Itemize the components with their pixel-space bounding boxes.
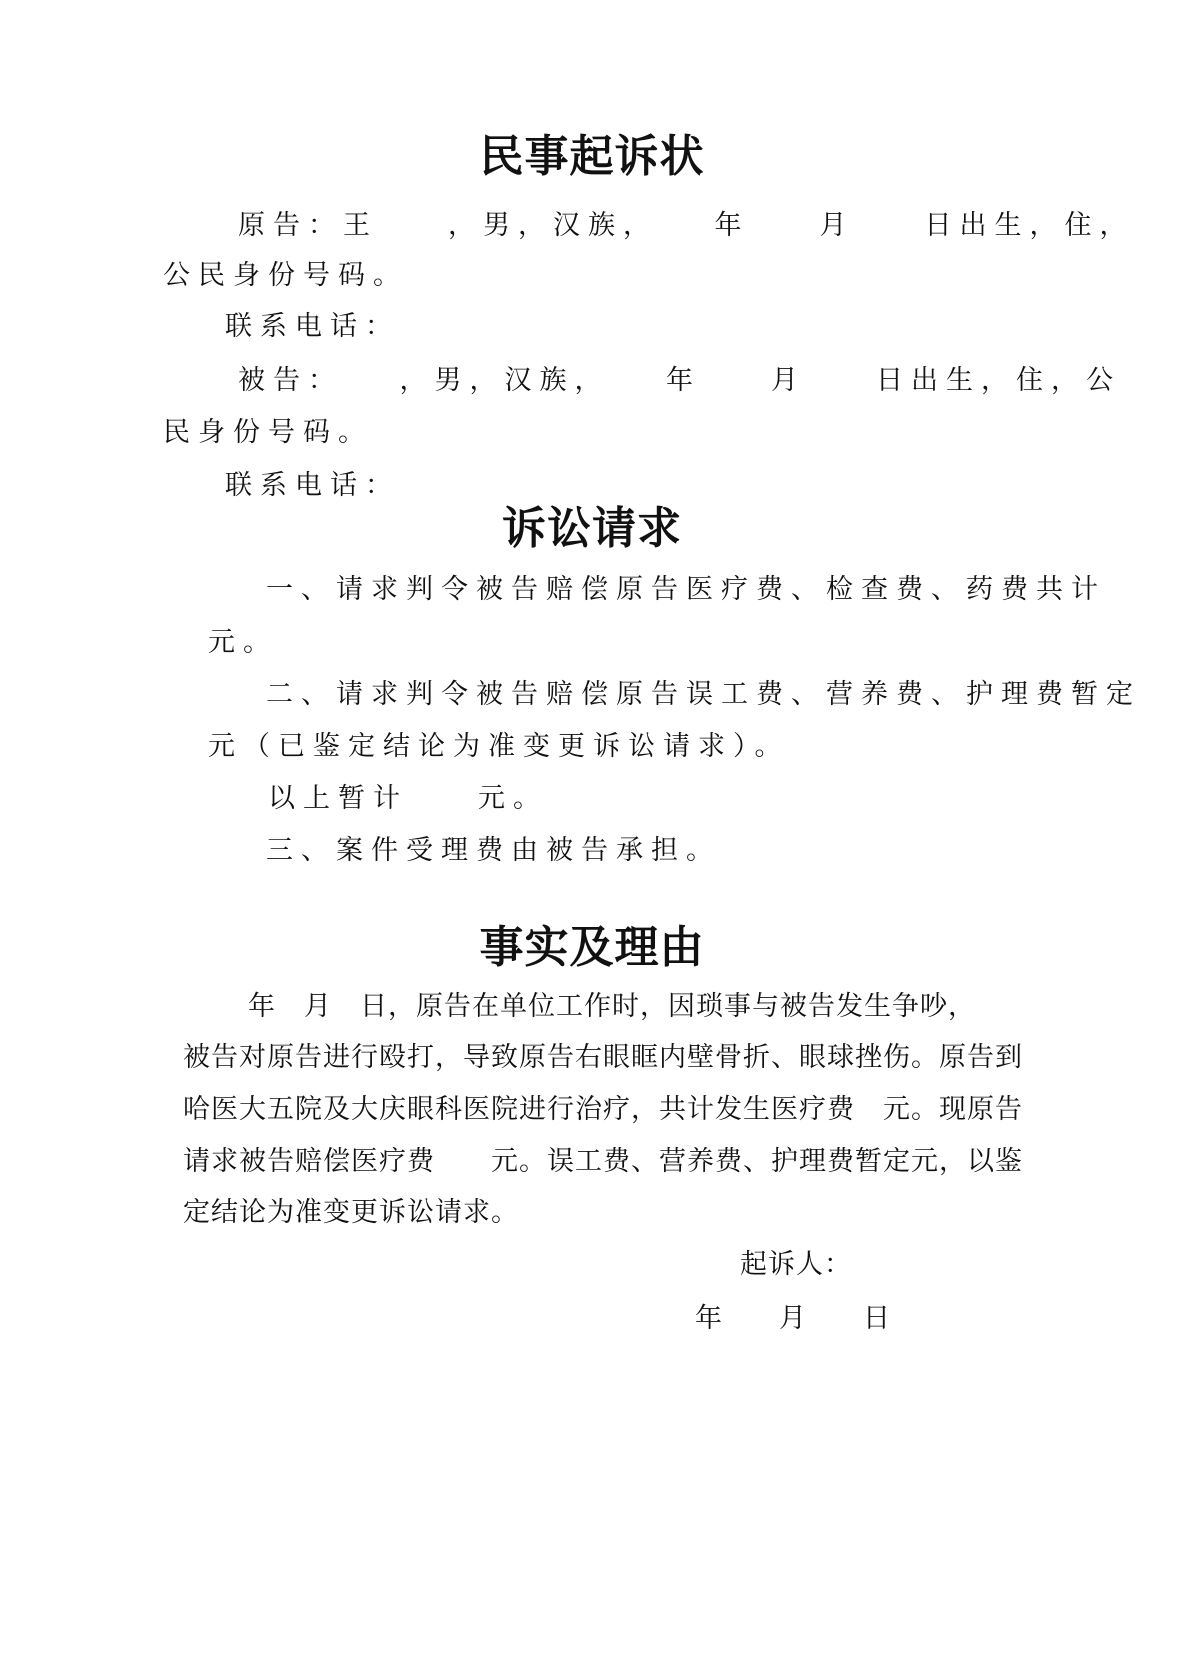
claim-3: 三、案件受理费由被告承担。 bbox=[266, 835, 721, 866]
claims-subtotal: 以上暂计 元。 bbox=[268, 783, 548, 814]
claim-1-line-1: 一、请求判令被告赔偿原告医疗费、检查费、药费共计 bbox=[266, 574, 1106, 605]
facts-line-5: 定结论为准变更诉讼请求。 bbox=[183, 1197, 519, 1228]
claims-heading: 诉讼请求 bbox=[502, 503, 682, 554]
defendant-line-1: 被告： ，男，汉族， 年 月 日出生，住，公 bbox=[238, 365, 1121, 396]
facts-line-2: 被告对原告进行殴打，导致原告右眼眶内壁骨折、眼球挫伤。原告到 bbox=[183, 1042, 1023, 1073]
facts-line-3: 哈医大五院及大庆眼科医院进行治疗，共计发生医疗费 元。现原告 bbox=[183, 1094, 1023, 1125]
plaintiff-line-1: 原告：王 ，男，汉族， 年 月 日出生，住， bbox=[238, 210, 1135, 241]
claim-2-line-1: 二、请求判令被告赔偿原告误工费、营养费、护理费暂定 bbox=[266, 679, 1141, 710]
signature-date: 年 月 日 bbox=[695, 1303, 891, 1334]
claim-1-line-2: 元。 bbox=[208, 627, 278, 658]
facts-line-4: 请求被告赔偿医疗费 元。误工费、营养费、护理费暂定元，以鉴 bbox=[183, 1146, 1023, 1177]
plaintiff-phone: 联系电话： bbox=[225, 311, 400, 342]
facts-heading: 事实及理由 bbox=[479, 922, 705, 973]
defendant-phone: 联系电话： bbox=[225, 470, 400, 501]
document-title: 民事起诉状 bbox=[479, 131, 705, 182]
defendant-line-2: 民身份号码。 bbox=[163, 417, 373, 448]
facts-line-1: 年 月 日，原告在单位工作时，因琐事与被告发生争吵， bbox=[248, 991, 976, 1022]
signature-label: 起诉人： bbox=[740, 1249, 852, 1280]
claim-2-line-2: 元（已鉴定结论为准变更诉讼请求）。 bbox=[208, 731, 790, 762]
plaintiff-line-2: 公民身份号码。 bbox=[163, 260, 408, 291]
